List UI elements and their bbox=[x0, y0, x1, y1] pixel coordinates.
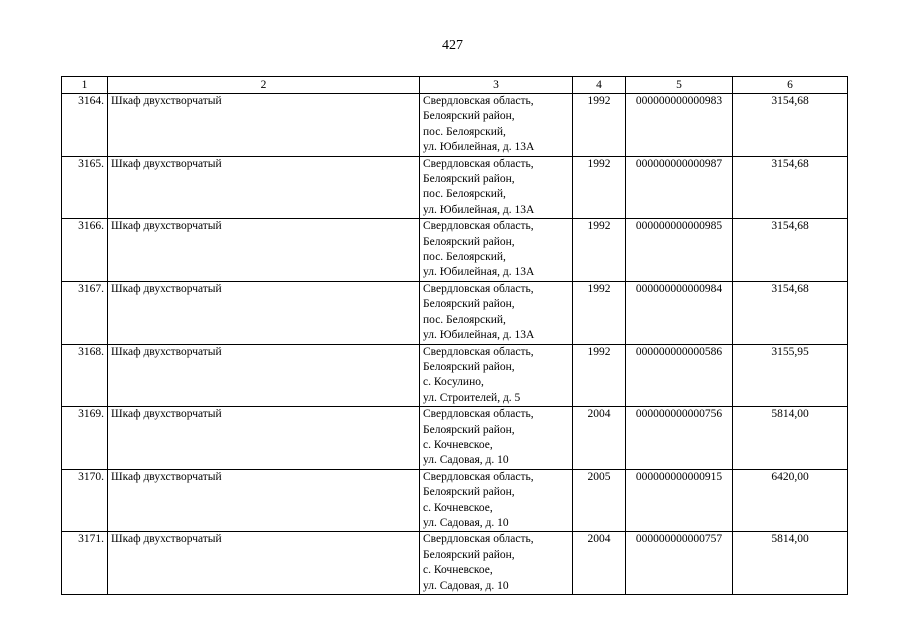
address-cell bbox=[420, 94, 573, 157]
address-line: Белоярский район, bbox=[423, 548, 515, 561]
item-name-cell: Шкаф двухстворчатый bbox=[108, 407, 420, 470]
address-line: Свердловская область, bbox=[423, 282, 534, 295]
year-cell: 1992 bbox=[573, 344, 626, 407]
property-table bbox=[61, 76, 848, 595]
address-line: Белоярский район, bbox=[423, 423, 515, 436]
address-cell bbox=[420, 344, 573, 407]
inventory-number-cell: 000000000000586 bbox=[626, 344, 733, 407]
address-cell bbox=[420, 156, 573, 219]
inventory-number-cell: 000000000000915 bbox=[626, 469, 733, 532]
table-row bbox=[62, 156, 848, 219]
year-cell: 1992 bbox=[573, 281, 626, 344]
address-line: ул. Садовая, д. 10 bbox=[423, 454, 509, 467]
row-number-cell: 3167. bbox=[62, 281, 108, 344]
row-number-cell: 3164. bbox=[62, 94, 108, 157]
address-line: ул. Юбилейная, д. 13А bbox=[423, 141, 535, 154]
inventory-number-cell: 000000000000987 bbox=[626, 156, 733, 219]
table-row bbox=[62, 344, 848, 407]
address-line: ул. Юбилейная, д. 13А bbox=[423, 203, 535, 216]
column-header-4: 4 bbox=[573, 77, 626, 94]
address-cell bbox=[420, 219, 573, 282]
cost-cell: 5814,00 bbox=[733, 532, 848, 595]
address-line: пос. Белоярский, bbox=[423, 251, 506, 264]
item-name-cell: Шкаф двухстворчатый bbox=[108, 281, 420, 344]
row-number-cell: 3166. bbox=[62, 219, 108, 282]
address-line: пос. Белоярский, bbox=[423, 188, 506, 201]
inventory-number-cell: 000000000000757 bbox=[626, 532, 733, 595]
column-header-6: 6 bbox=[733, 77, 848, 94]
address-line: Белоярский район, bbox=[423, 298, 515, 311]
address-line: ул. Садовая, д. 10 bbox=[423, 579, 509, 592]
address-line: Белоярский район, bbox=[423, 486, 515, 499]
address-line: Свердловская область, bbox=[423, 470, 534, 483]
address-line: с. Кочневское, bbox=[423, 564, 493, 577]
year-cell: 1992 bbox=[573, 219, 626, 282]
year-cell: 1992 bbox=[573, 156, 626, 219]
address-line: с. Кочневское, bbox=[423, 501, 493, 514]
cost-cell: 3155,95 bbox=[733, 344, 848, 407]
table-row bbox=[62, 532, 848, 595]
cost-cell: 3154,68 bbox=[733, 94, 848, 157]
cost-cell: 3154,68 bbox=[733, 156, 848, 219]
item-name-cell: Шкаф двухстворчатый bbox=[108, 344, 420, 407]
year-cell: 1992 bbox=[573, 94, 626, 157]
year-cell: 2005 bbox=[573, 469, 626, 532]
item-name-cell: Шкаф двухстворчатый bbox=[108, 532, 420, 595]
address-line: ул. Строителей, д. 5 bbox=[423, 391, 521, 404]
page-number: 427 bbox=[442, 38, 463, 53]
address-line: с. Кочневское, bbox=[423, 438, 493, 451]
row-number-cell: 3170. bbox=[62, 469, 108, 532]
address-line: Свердловская область, bbox=[423, 345, 534, 358]
row-number-cell: 3169. bbox=[62, 407, 108, 470]
year-cell: 2004 bbox=[573, 407, 626, 470]
table-header bbox=[62, 77, 848, 94]
address-line: ул. Юбилейная, д. 13А bbox=[423, 266, 535, 279]
address-line: Свердловская область, bbox=[423, 408, 534, 421]
row-number-cell: 3165. bbox=[62, 156, 108, 219]
row-number-cell: 3168. bbox=[62, 344, 108, 407]
address-cell bbox=[420, 407, 573, 470]
item-name-cell: Шкаф двухстворчатый bbox=[108, 219, 420, 282]
table-row bbox=[62, 469, 848, 532]
item-name-cell: Шкаф двухстворчатый bbox=[108, 469, 420, 532]
header-row bbox=[62, 77, 848, 94]
address-line: Белоярский район, bbox=[423, 173, 515, 186]
item-name-cell: Шкаф двухстворчатый bbox=[108, 94, 420, 157]
table-row bbox=[62, 281, 848, 344]
address-line: с. Косулино, bbox=[423, 376, 484, 389]
table-row bbox=[62, 407, 848, 470]
address-line: Белоярский район, bbox=[423, 235, 515, 248]
address-line: Свердловская область, bbox=[423, 533, 534, 546]
inventory-number-cell: 000000000000756 bbox=[626, 407, 733, 470]
inventory-number-cell: 000000000000984 bbox=[626, 281, 733, 344]
cost-cell: 5814,00 bbox=[733, 407, 848, 470]
address-line: Свердловская область, bbox=[423, 157, 534, 170]
address-line: ул. Юбилейная, д. 13А bbox=[423, 329, 535, 342]
address-line: Свердловская область, bbox=[423, 220, 534, 233]
address-line: пос. Белоярский, bbox=[423, 313, 506, 326]
table-row bbox=[62, 94, 848, 157]
address-line: Белоярский район, bbox=[423, 110, 515, 123]
item-name-cell: Шкаф двухстворчатый bbox=[108, 156, 420, 219]
address-line: Свердловская область, bbox=[423, 95, 534, 107]
address-line: пос. Белоярский, bbox=[423, 125, 506, 138]
cost-cell: 3154,68 bbox=[733, 219, 848, 282]
table-row bbox=[62, 219, 848, 282]
row-number-cell: 3171. bbox=[62, 532, 108, 595]
year-cell: 2004 bbox=[573, 532, 626, 595]
address-cell bbox=[420, 281, 573, 344]
address-line: ул. Садовая, д. 10 bbox=[423, 516, 509, 529]
table-body bbox=[62, 94, 848, 595]
cost-cell: 3154,68 bbox=[733, 281, 848, 344]
inventory-number-cell: 000000000000985 bbox=[626, 219, 733, 282]
column-header-2: 2 bbox=[108, 77, 420, 94]
column-header-5: 5 bbox=[626, 77, 733, 94]
address-line: Белоярский район, bbox=[423, 360, 515, 373]
column-header-1: 1 bbox=[62, 77, 108, 94]
cost-cell: 6420,00 bbox=[733, 469, 848, 532]
address-cell bbox=[420, 532, 573, 595]
address-cell bbox=[420, 469, 573, 532]
inventory-number-cell: 000000000000983 bbox=[626, 94, 733, 157]
column-header-3: 3 bbox=[420, 77, 573, 94]
